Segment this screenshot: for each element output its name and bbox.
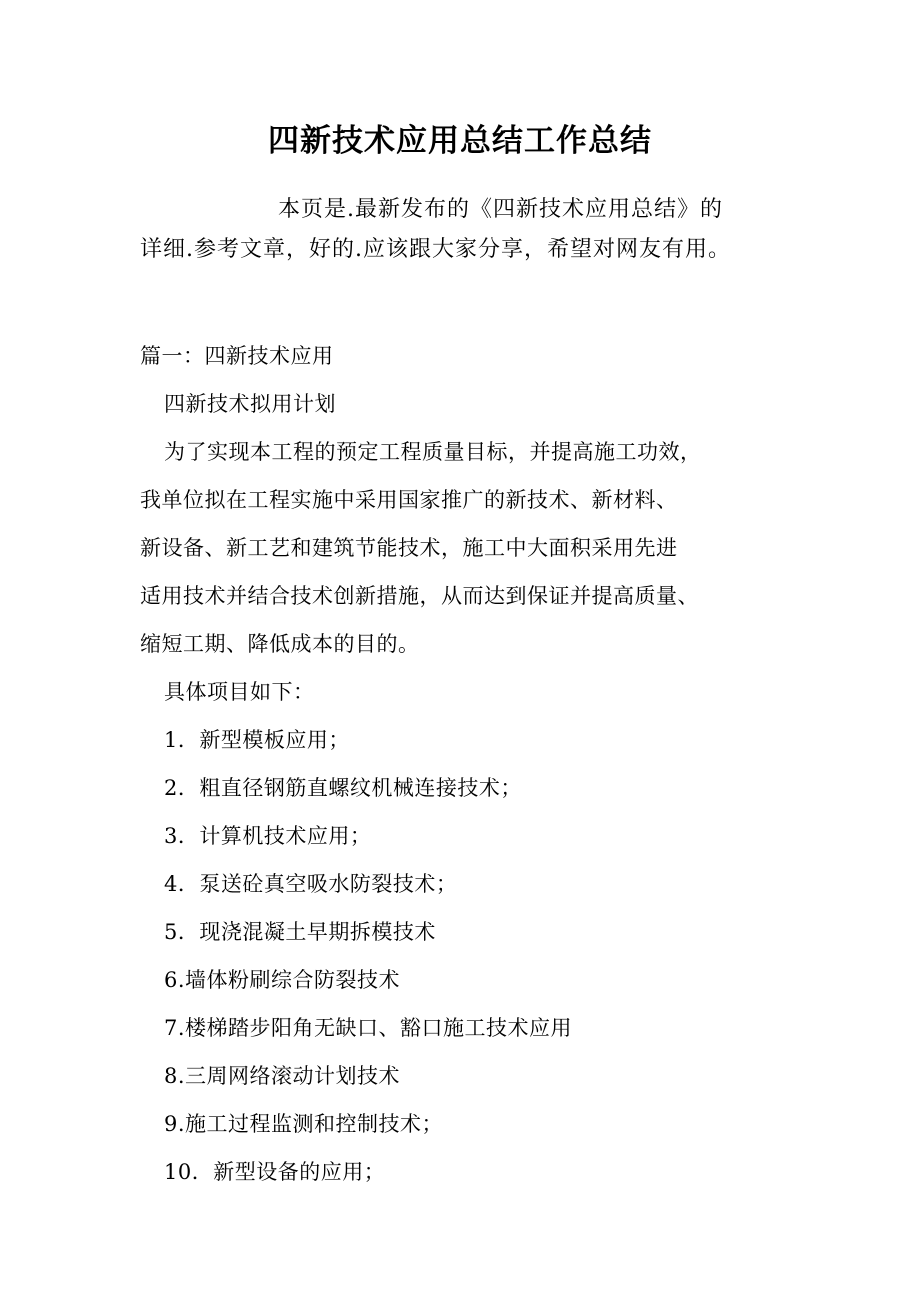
list-item: 3．计算机技术应用； bbox=[164, 824, 372, 848]
section-heading: 篇一：四新技术应用 bbox=[140, 344, 334, 368]
paragraph-line: 我单位拟在工程实施中采用国家推广的新技术、新材料、 bbox=[140, 488, 678, 512]
intro-paragraph bbox=[140, 190, 780, 270]
paragraph-line: 新设备、新工艺和建筑节能技术，施工中大面积采用先进 bbox=[140, 536, 678, 560]
document-body bbox=[140, 332, 790, 1196]
document-title: 四新技术应用总结工作总结 bbox=[268, 123, 652, 159]
list-item: 7.楼梯踏步阳角无缺口、豁口施工技术应用 bbox=[164, 1016, 573, 1040]
list-item: 10．新型设备的应用； bbox=[164, 1160, 386, 1184]
intro-line-1: 本页是.最新发布的《四新技术应用总结》的 bbox=[278, 197, 723, 222]
list-item: 9.施工过程监测和控制技术； bbox=[164, 1112, 444, 1136]
list-item: 2．粗直径钢筋直螺纹机械连接技术； bbox=[164, 776, 522, 800]
list-item: 1．新型模板应用； bbox=[164, 728, 350, 752]
list-item: 5．现浇混凝土早期拆模技术 bbox=[164, 920, 436, 944]
list-item: 6.墙体粉刷综合防裂技术 bbox=[164, 968, 401, 992]
plan-heading: 四新技术拟用计划 bbox=[164, 392, 336, 416]
items-heading: 具体项目如下： bbox=[164, 680, 315, 704]
paragraph-line: 为了实现本工程的预定工程质量目标，并提高施工功效， bbox=[164, 440, 702, 464]
paragraph-line: 缩短工期、降低成本的目的。 bbox=[140, 632, 420, 656]
list-item: 4．泵送砼真空吸水防裂技术； bbox=[164, 872, 458, 896]
intro-line-2: 详细.参考文章，好的.应该跟大家分享，希望对网友有用。 bbox=[140, 237, 731, 262]
paragraph-line: 适用技术并结合技术创新措施，从而达到保证并提高质量、 bbox=[140, 584, 699, 608]
list-item: 8.三周网络滚动计划技术 bbox=[164, 1064, 401, 1088]
